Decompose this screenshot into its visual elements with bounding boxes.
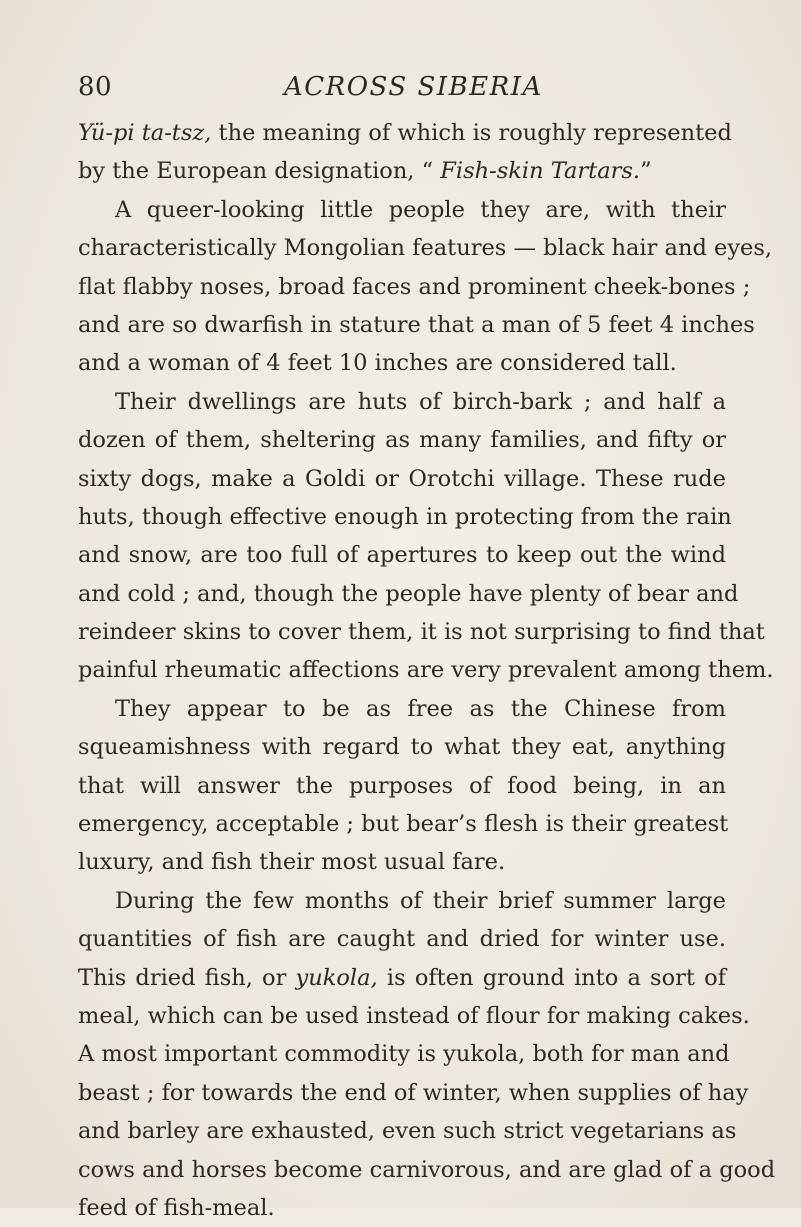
italic-text: Yü-pi ta-tsz, [78, 120, 212, 146]
italic-text: yukola, [295, 964, 378, 991]
text-line [78, 882, 726, 920]
text-line [78, 306, 755, 344]
text-line [78, 191, 726, 229]
text-line [78, 344, 726, 382]
text-line [78, 383, 726, 421]
text-line [78, 268, 751, 306]
text-run: that will answer the purposes of food being, in an [78, 772, 726, 799]
text-run: meal, which can be used instead of flour for making cakes. [78, 1002, 750, 1029]
text-run: reindeer skins to cover them, it is not surprising to find that [78, 619, 765, 646]
text-run: characteristically Mongolian features — black hair and eyes, [78, 235, 773, 262]
text-run: They appear to be as free as the Chinese from [115, 695, 726, 722]
text-run: the meaning of which is roughly represented [211, 120, 732, 146]
text-line [78, 997, 750, 1035]
text-run: ” [640, 158, 652, 185]
text-run: This dried fish, or [78, 964, 296, 991]
text-line [78, 498, 732, 536]
text-line [78, 920, 726, 958]
text-line [78, 651, 774, 689]
text-run: huts, though effective enough in protecting from the rain [78, 503, 732, 530]
text-line [78, 690, 726, 728]
text-line [78, 613, 765, 651]
text-line [78, 536, 726, 574]
text-run: is often ground into a sort of [377, 964, 726, 991]
text-run: A queer-looking little people they are, with their [115, 196, 726, 223]
text-line [78, 421, 726, 459]
body-text [78, 114, 776, 1227]
text-run: flat flabby noses, broad faces and prominent cheek-bones ; [78, 273, 751, 300]
text-line [78, 152, 726, 190]
text-run: beast ; for towards the end of winter, when supplies of hay [78, 1079, 749, 1106]
text-run: feed of fish-meal. [78, 1194, 275, 1221]
text-run: quantities of fish are caught and dried for winter use. [78, 926, 726, 953]
text-line [78, 1112, 737, 1150]
text-line [78, 959, 726, 997]
text-run: and cold ; and, though the people have plenty of bear and [78, 580, 739, 607]
text-line [78, 229, 773, 267]
text-run: dozen of them, sheltering as many families, and fifty or [78, 427, 726, 454]
text-run: sixty dogs, make a Goldi or Orotchi village. These rude [78, 465, 726, 492]
text-line [78, 805, 729, 843]
italic-text: Fish-skin Tartars. [440, 158, 641, 185]
text-line [78, 767, 726, 805]
text-line [78, 575, 739, 613]
text-line [78, 1151, 776, 1189]
text-line [78, 1035, 730, 1073]
text-run: squeamishness with regard to what they eat, anything [78, 734, 726, 761]
text-run: by the European designation, “ [78, 158, 441, 185]
text-run: emergency, acceptable ; but bear’s flesh is their greatest [78, 811, 729, 838]
text-line [78, 460, 726, 498]
text-line [78, 1074, 749, 1112]
text-run: and are so dwarfish in stature that a man of 5 feet 4 inches [78, 311, 755, 338]
text-run: and a woman of 4 feet 10 inches are considered tall. [78, 350, 677, 377]
text-run: A most important commodity is yukola, both for man and [78, 1041, 730, 1068]
text-run: and snow, are too full of apertures to keep out the wind [78, 542, 726, 569]
text-run: During the few months of their brief summer large [115, 887, 726, 914]
text-run: painful rheumatic affections are very prevalent among them. [78, 657, 774, 684]
text-line [78, 843, 726, 881]
text-line [78, 728, 726, 766]
running-head: ACROSS SIBERIA [284, 72, 543, 102]
text-run: cows and horses become carnivorous, and are glad of a good [78, 1156, 776, 1183]
text-run: Their dwellings are huts of birch-bark ; and half a [115, 388, 726, 415]
text-run: luxury, and fish their most usual fare. [78, 849, 506, 876]
page-number: 80 [78, 72, 113, 102]
text-line [78, 114, 732, 152]
text-run: and barley are exhausted, even such strict vegetarians as [78, 1118, 737, 1145]
